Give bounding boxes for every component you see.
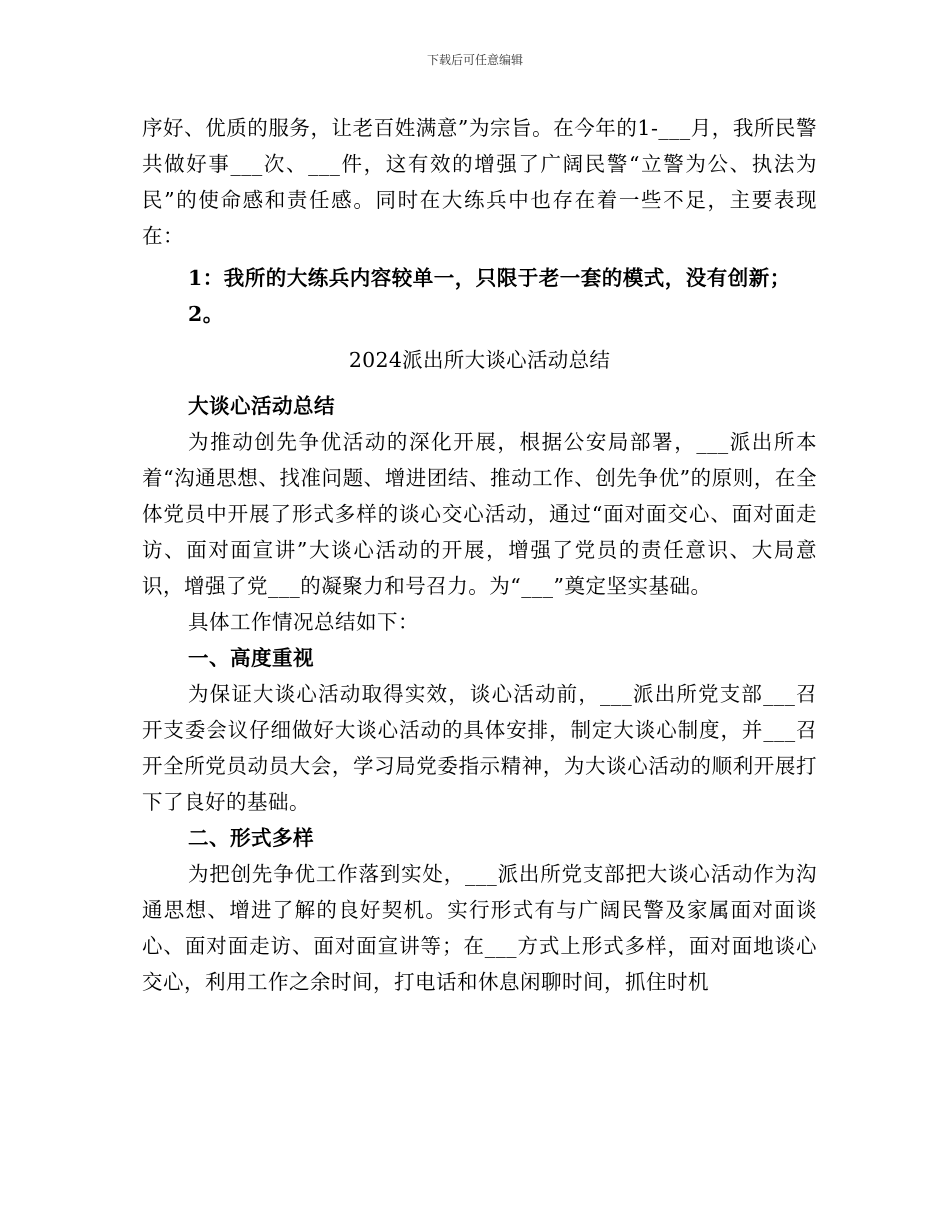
document-subtitle: 大谈心活动总结 <box>188 394 335 418</box>
paragraph-4: 为把创先争优工作落到实处，___派出所党支部把大谈心活动作为沟通思想、增进了解的良好契机。实行形式有与广阔民警及家属面对面谈心、面对面走访、面对面宣讲等；在___方式上形式多样，面对面地谈心交心，利用工作之余时间，打电话和休息闲聊时间，抓住时机 <box>142 862 817 994</box>
section-heading-1: 一、高度重视 <box>188 646 314 670</box>
document-title: 2024派出所大谈心活动总结 <box>348 348 611 372</box>
paragraph-2: 具体工作情况总结如下： <box>188 610 419 634</box>
intro-paragraph: 序好、优质的服务，让老百姓满意”为宗旨。在今年的1-___月，我所民警共做好事___次、___件，这有效的增强了广阔民警“立警为公、执法为民”的使命感和责任感。同时在大练兵中也存在着一些不足，主要表现在： <box>142 116 817 248</box>
issue-item-1: 1：我所的大练兵内容较单一，只限于老一套的模式，没有创新； <box>188 266 791 290</box>
header-note: 下载后可任意编辑 <box>426 53 523 67</box>
issue-item-2: 2。 <box>188 302 224 326</box>
document-body <box>142 110 817 1000</box>
paragraph-3: 为保证大谈心活动取得实效，谈心活动前，___派出所党支部___召开支委会议仔细做好大谈心活动的具体安排，制定大谈心制度，并___召开全所党员动员大会，学习局党委指示精神，为大谈心活动的顺利开展打下了良好的基础。 <box>142 682 817 814</box>
paragraph-1: 为推动创先争优活动的深化开展，根据公安局部署，___派出所本着“沟通思想、找准问题、增进团结、推动工作、创先争优”的原则，在全体党员中开展了形式多样的谈心交心活动，通过“面对面交心、面对面走访、面对面宣讲”大谈心活动的开展，增强了党员的责任意识、大局意识，增强了党___的凝聚力和号召力。为“___”奠定坚实基础。 <box>142 430 817 598</box>
section-heading-2: 二、形式多样 <box>188 826 314 850</box>
